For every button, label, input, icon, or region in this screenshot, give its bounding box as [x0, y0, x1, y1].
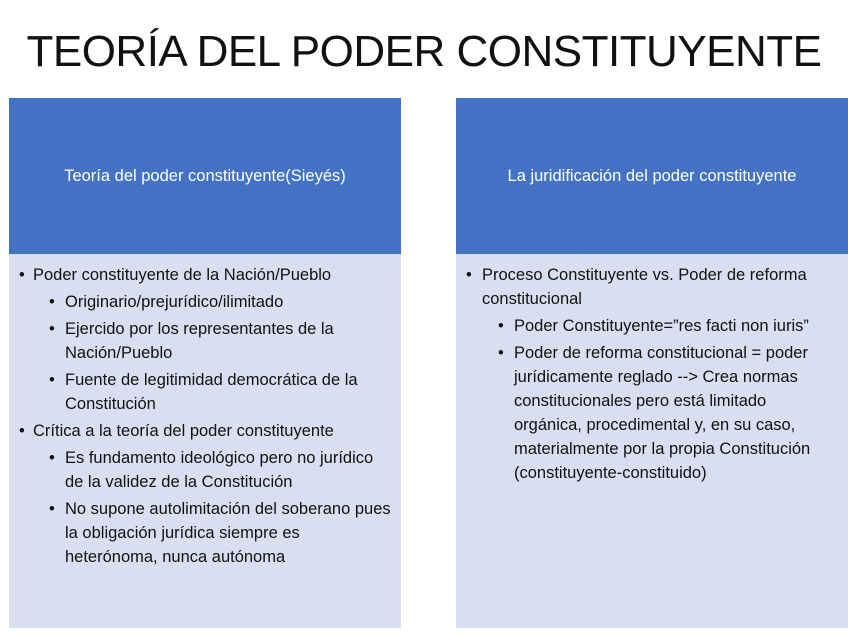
bullet-text: Crítica a la teoría del poder constituyente — [33, 422, 334, 440]
left-column-body — [9, 254, 401, 628]
list-item — [33, 446, 391, 494]
list-item — [19, 419, 391, 569]
list-item — [19, 263, 391, 416]
list-item — [482, 314, 838, 338]
sub-bullet-text: Es fundamento ideológico pero no jurídico de la validez de la Constitución — [65, 449, 374, 491]
sub-bullet-text: No supone autolimitación del soberano pues la obligación jurídica siempre es heterónoma, nunca autónoma — [65, 500, 391, 566]
right-column — [456, 98, 848, 628]
sub-bullet-text: Originario/prejurídico/ilimitado — [65, 293, 284, 311]
right-column-body — [456, 254, 848, 628]
sub-bullet-text: Poder Constituyente=”res facti non iuris” — [514, 317, 809, 335]
list-item — [466, 263, 838, 485]
list-item — [33, 290, 391, 314]
left-bullet-list — [19, 263, 391, 569]
right-column-header: La juridificación del poder constituyente — [456, 98, 848, 254]
list-item — [33, 368, 391, 416]
sub-bullet-text: Ejercido por los representantes de la Nación/Pueblo — [65, 320, 334, 362]
bullet-text: Poder constituyente de la Nación/Pueblo — [33, 266, 332, 284]
list-item — [482, 341, 838, 485]
left-column-header: Teoría del poder constituyente(Sieyés) — [9, 98, 401, 254]
right-bullet-list — [466, 263, 838, 485]
bullet-text: Proceso Constituyente vs. Poder de reforma constitucional — [482, 266, 807, 308]
list-item — [33, 497, 391, 569]
sub-bullet-text: Fuente de legitimidad democrática de la Constitución — [65, 371, 358, 413]
left-column — [9, 98, 401, 628]
sub-bullet-text: Poder de reforma constitucional = poder jurídicamente reglado --> Crea normas constitucionales pero está limitado orgánica, procedimental y, en su caso, materialmente por la propia Constitución (constituyente-constituido) — [514, 344, 811, 482]
slide-title: TEORÍA DEL PODER CONSTITUYENTE — [26, 27, 822, 76]
list-item — [33, 317, 391, 365]
